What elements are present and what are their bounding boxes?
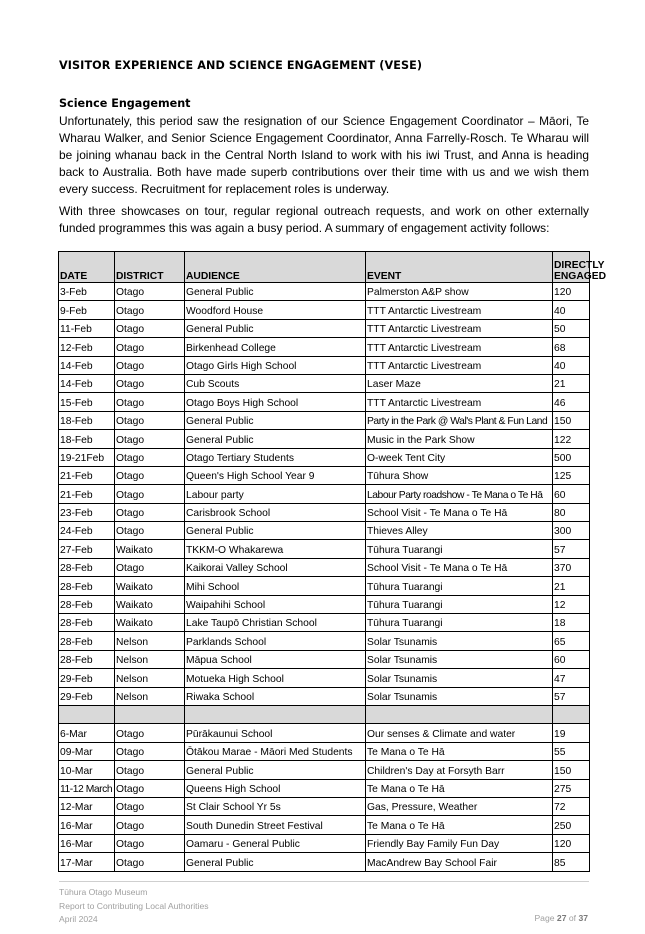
cell-engaged: 72	[553, 797, 590, 815]
cell-event: Solar Tsunamis	[366, 687, 553, 705]
table-row	[59, 411, 590, 429]
cell-date: 16-Mar	[59, 816, 115, 834]
cell-engaged: 370	[553, 558, 590, 576]
page-number	[534, 912, 588, 926]
header-audience: AUDIENCE	[185, 252, 366, 283]
cell-audience: Pūrākaunui School	[185, 724, 366, 742]
intro-paragraph: Unfortunately, this period saw the resignation of our Science Engagement Coordinator – Māori, Te Wharau Walker, and Senior Science Engagement Coordinator, Anna Farrelly-Rosch. Te Wharau will be joining whanau back in the Central North Island to work with his iwi Trust, and Anna is heading back to Australia. Both have made superb contributions over their time with us and we wish them every success. Recruitment for replacement roles is underway.	[59, 114, 589, 196]
cell-district: Otago	[115, 779, 185, 797]
cell-district	[115, 705, 185, 723]
cell-district: Nelson	[115, 632, 185, 650]
cell-audience: Labour party	[185, 485, 366, 503]
footer-organisation: Tūhura Otago Museum	[59, 887, 148, 897]
cell-district: Otago	[115, 853, 185, 871]
cell-date: 24-Feb	[59, 522, 115, 540]
cell-district: Otago	[115, 724, 185, 742]
cell-engaged: 500	[553, 448, 590, 466]
cell-audience: Birkenhead College	[185, 338, 366, 356]
table-header-row	[59, 252, 590, 283]
cell-audience: General Public	[185, 283, 366, 301]
cell-audience: Otago Boys High School	[185, 393, 366, 411]
cell-date: 12-Mar	[59, 797, 115, 815]
cell-date: 14-Feb	[59, 356, 115, 374]
cell-audience: Oamaru - General Public	[185, 834, 366, 852]
cell-audience: Carisbrook School	[185, 503, 366, 521]
cell-engaged: 122	[553, 430, 590, 448]
table-row	[59, 466, 590, 484]
table-row	[59, 430, 590, 448]
cell-date: 09-Mar	[59, 742, 115, 760]
cell-district: Otago	[115, 338, 185, 356]
cell-event: TTT Antarctic Livestream	[366, 393, 553, 411]
cell-district: Otago	[115, 393, 185, 411]
table-row	[59, 614, 590, 632]
cell-date: 14-Feb	[59, 374, 115, 392]
table-row	[59, 797, 590, 815]
cell-event: Solar Tsunamis	[366, 669, 553, 687]
cell-audience: Lake Taupō Christian School	[185, 614, 366, 632]
cell-audience: TKKM-O Whakarewa	[185, 540, 366, 558]
cell-audience: St Clair School Yr 5s	[185, 797, 366, 815]
cell-event	[366, 705, 553, 723]
cell-engaged: 21	[553, 577, 590, 595]
cell-date: 10-Mar	[59, 761, 115, 779]
cell-audience: General Public	[185, 411, 366, 429]
cell-audience: Māpua School	[185, 650, 366, 668]
cell-date: 9-Feb	[59, 301, 115, 319]
cell-event: Our senses & Climate and water	[366, 724, 553, 742]
cell-event: Te Mana o Te Hā	[366, 779, 553, 797]
table-row	[59, 448, 590, 466]
cell-district: Nelson	[115, 650, 185, 668]
table-row	[59, 632, 590, 650]
cell-event: Te Mana o Te Hā	[366, 742, 553, 760]
cell-date: 3-Feb	[59, 283, 115, 301]
cell-district: Otago	[115, 558, 185, 576]
cell-engaged: 47	[553, 669, 590, 687]
cell-engaged: 46	[553, 393, 590, 411]
table-row	[59, 687, 590, 705]
table-row	[59, 356, 590, 374]
cell-district: Otago	[115, 522, 185, 540]
cell-district: Otago	[115, 319, 185, 337]
cell-audience: Kaikorai Valley School	[185, 558, 366, 576]
table-row	[59, 761, 590, 779]
cell-engaged: 19	[553, 724, 590, 742]
cell-district: Otago	[115, 485, 185, 503]
cell-engaged: 60	[553, 650, 590, 668]
header-directly-engaged: DIRECTLY ENGAGED	[553, 252, 590, 283]
cell-event: Gas, Pressure, Weather	[366, 797, 553, 815]
cell-date: 28-Feb	[59, 577, 115, 595]
cell-district: Nelson	[115, 669, 185, 687]
cell-date: 28-Feb	[59, 650, 115, 668]
cell-date: 21-Feb	[59, 466, 115, 484]
cell-date: 23-Feb	[59, 503, 115, 521]
cell-district: Waikato	[115, 595, 185, 613]
cell-event: School Visit - Te Mana o Te Hā	[366, 503, 553, 521]
cell-engaged: 125	[553, 466, 590, 484]
subsection-heading: Science Engagement	[59, 97, 191, 110]
footer-report-title: Report to Contributing Local Authorities	[59, 900, 209, 911]
cell-audience: Mihi School	[185, 577, 366, 595]
cell-engaged: 55	[553, 742, 590, 760]
table-row	[59, 540, 590, 558]
cell-engaged: 85	[553, 853, 590, 871]
table-row	[59, 485, 590, 503]
cell-audience: Otago Girls High School	[185, 356, 366, 374]
cell-event: Children's Day at Forsyth Barr	[366, 761, 553, 779]
cell-date: 15-Feb	[59, 393, 115, 411]
page-total: 37	[578, 913, 588, 923]
cell-district: Otago	[115, 816, 185, 834]
cell-date: 28-Feb	[59, 614, 115, 632]
cell-date: 6-Mar	[59, 724, 115, 742]
table-row	[59, 834, 590, 852]
cell-engaged: 60	[553, 485, 590, 503]
cell-date: 28-Feb	[59, 632, 115, 650]
page-word: Page	[534, 913, 555, 923]
cell-date: 27-Feb	[59, 540, 115, 558]
cell-date: 18-Feb	[59, 430, 115, 448]
cell-engaged: 250	[553, 816, 590, 834]
cell-engaged: 120	[553, 834, 590, 852]
cell-audience: Motueka High School	[185, 669, 366, 687]
cell-audience: Otago Tertiary Students	[185, 448, 366, 466]
cell-district: Otago	[115, 834, 185, 852]
table-row	[59, 779, 590, 797]
cell-event: Tūhura Tuarangi	[366, 577, 553, 595]
cell-district: Waikato	[115, 577, 185, 595]
cell-event: O-week Tent City	[366, 448, 553, 466]
cell-engaged: 150	[553, 761, 590, 779]
cell-event: Thieves Alley	[366, 522, 553, 540]
cell-engaged: 57	[553, 687, 590, 705]
header-district: DISTRICT	[115, 252, 185, 283]
cell-date: 18-Feb	[59, 411, 115, 429]
cell-event: Palmerston A&P show	[366, 283, 553, 301]
cell-event: MacAndrew Bay School Fair	[366, 853, 553, 871]
cell-district: Otago	[115, 466, 185, 484]
cell-event: Solar Tsunamis	[366, 632, 553, 650]
cell-date: 29-Feb	[59, 687, 115, 705]
cell-date: 11-Feb	[59, 319, 115, 337]
cell-date: 11-12 March	[59, 779, 115, 797]
cell-engaged: 50	[553, 319, 590, 337]
table-row	[59, 724, 590, 742]
cell-engaged	[553, 705, 590, 723]
cell-engaged: 68	[553, 338, 590, 356]
cell-audience: Waipahihi School	[185, 595, 366, 613]
header-date: DATE	[59, 252, 115, 283]
cell-audience: General Public	[185, 761, 366, 779]
cell-engaged: 65	[553, 632, 590, 650]
cell-event: Labour Party roadshow - Te Mana o Te Hā	[366, 485, 553, 503]
cell-engaged: 275	[553, 779, 590, 797]
table-row	[59, 301, 590, 319]
cell-event: Friendly Bay Family Fun Day	[366, 834, 553, 852]
table-row	[59, 503, 590, 521]
cell-audience	[185, 705, 366, 723]
cell-district: Otago	[115, 503, 185, 521]
cell-district: Otago	[115, 797, 185, 815]
cell-audience: General Public	[185, 522, 366, 540]
table-body	[59, 283, 590, 872]
cell-audience: General Public	[185, 319, 366, 337]
page-of: of	[568, 913, 577, 923]
cell-engaged: 57	[553, 540, 590, 558]
table-row	[59, 558, 590, 576]
cell-district: Waikato	[115, 540, 185, 558]
table-row	[59, 338, 590, 356]
cell-district: Nelson	[115, 687, 185, 705]
cell-event: Solar Tsunamis	[366, 650, 553, 668]
cell-district: Otago	[115, 374, 185, 392]
cell-date: 16-Mar	[59, 834, 115, 852]
summary-paragraph: With three showcases on tour, regular regional outreach requests, and work on other externally funded programmes this was again a busy period. A summary of engagement activity follows:	[59, 204, 589, 235]
cell-date: 28-Feb	[59, 595, 115, 613]
cell-event: TTT Antarctic Livestream	[366, 319, 553, 337]
cell-district: Otago	[115, 761, 185, 779]
cell-date: 29-Feb	[59, 669, 115, 687]
table-row	[59, 374, 590, 392]
cell-event: Tūhura Tuarangi	[366, 540, 553, 558]
cell-engaged: 80	[553, 503, 590, 521]
table-row	[59, 705, 590, 723]
cell-event: Tūhura Show	[366, 466, 553, 484]
engagement-table	[58, 251, 607, 872]
cell-event: TTT Antarctic Livestream	[366, 338, 553, 356]
table-row	[59, 577, 590, 595]
table-row	[59, 393, 590, 411]
cell-district: Otago	[115, 742, 185, 760]
cell-engaged: 300	[553, 522, 590, 540]
cell-district: Otago	[115, 448, 185, 466]
cell-audience: Parklands School	[185, 632, 366, 650]
cell-event: Music in the Park Show	[366, 430, 553, 448]
cell-audience: Queen's High School Year 9	[185, 466, 366, 484]
cell-event: Tūhura Tuarangi	[366, 614, 553, 632]
table-row	[59, 853, 590, 871]
cell-date: 28-Feb	[59, 558, 115, 576]
cell-engaged: 40	[553, 301, 590, 319]
cell-event: TTT Antarctic Livestream	[366, 301, 553, 319]
cell-audience: Cub Scouts	[185, 374, 366, 392]
footer-date: April 2024	[59, 914, 98, 924]
cell-audience: General Public	[185, 853, 366, 871]
cell-audience: General Public	[185, 430, 366, 448]
cell-engaged: 12	[553, 595, 590, 613]
cell-district: Otago	[115, 411, 185, 429]
cell-event: Te Mana o Te Hā	[366, 816, 553, 834]
table-row	[59, 650, 590, 668]
table-row	[59, 522, 590, 540]
cell-event: Laser Maze	[366, 374, 553, 392]
table-row	[59, 816, 590, 834]
table-row	[59, 283, 590, 301]
table-row	[59, 669, 590, 687]
cell-event: School Visit - Te Mana o Te Hā	[366, 558, 553, 576]
header-event: EVENT	[366, 252, 553, 283]
cell-audience: Woodford House	[185, 301, 366, 319]
cell-event: TTT Antarctic Livestream	[366, 356, 553, 374]
cell-date: 17-Mar	[59, 853, 115, 871]
cell-engaged: 18	[553, 614, 590, 632]
cell-date: 21-Feb	[59, 485, 115, 503]
table-row	[59, 319, 590, 337]
cell-district: Otago	[115, 430, 185, 448]
cell-district: Otago	[115, 301, 185, 319]
cell-engaged: 21	[553, 374, 590, 392]
cell-audience: Riwaka School	[185, 687, 366, 705]
cell-district: Otago	[115, 356, 185, 374]
table-row	[59, 595, 590, 613]
page-footer	[59, 881, 589, 927]
cell-audience: South Dunedin Street Festival	[185, 816, 366, 834]
cell-event: Tūhura Tuarangi	[366, 595, 553, 613]
cell-date: 19-21Feb	[59, 448, 115, 466]
cell-engaged: 120	[553, 283, 590, 301]
section-heading: VISITOR EXPERIENCE AND SCIENCE ENGAGEMENT (VESE)	[59, 59, 423, 72]
cell-district: Waikato	[115, 614, 185, 632]
table-row	[59, 742, 590, 760]
cell-audience: Queens High School	[185, 779, 366, 797]
cell-district: Otago	[115, 283, 185, 301]
cell-audience: Ōtākou Marae - Māori Med Students	[185, 742, 366, 760]
page-current: 27	[556, 913, 567, 923]
cell-date	[59, 705, 115, 723]
cell-event: Party in the Park @ Wal's Plant & Fun Land	[366, 411, 553, 429]
cell-date: 12-Feb	[59, 338, 115, 356]
cell-engaged: 150	[553, 411, 590, 429]
cell-engaged: 40	[553, 356, 590, 374]
